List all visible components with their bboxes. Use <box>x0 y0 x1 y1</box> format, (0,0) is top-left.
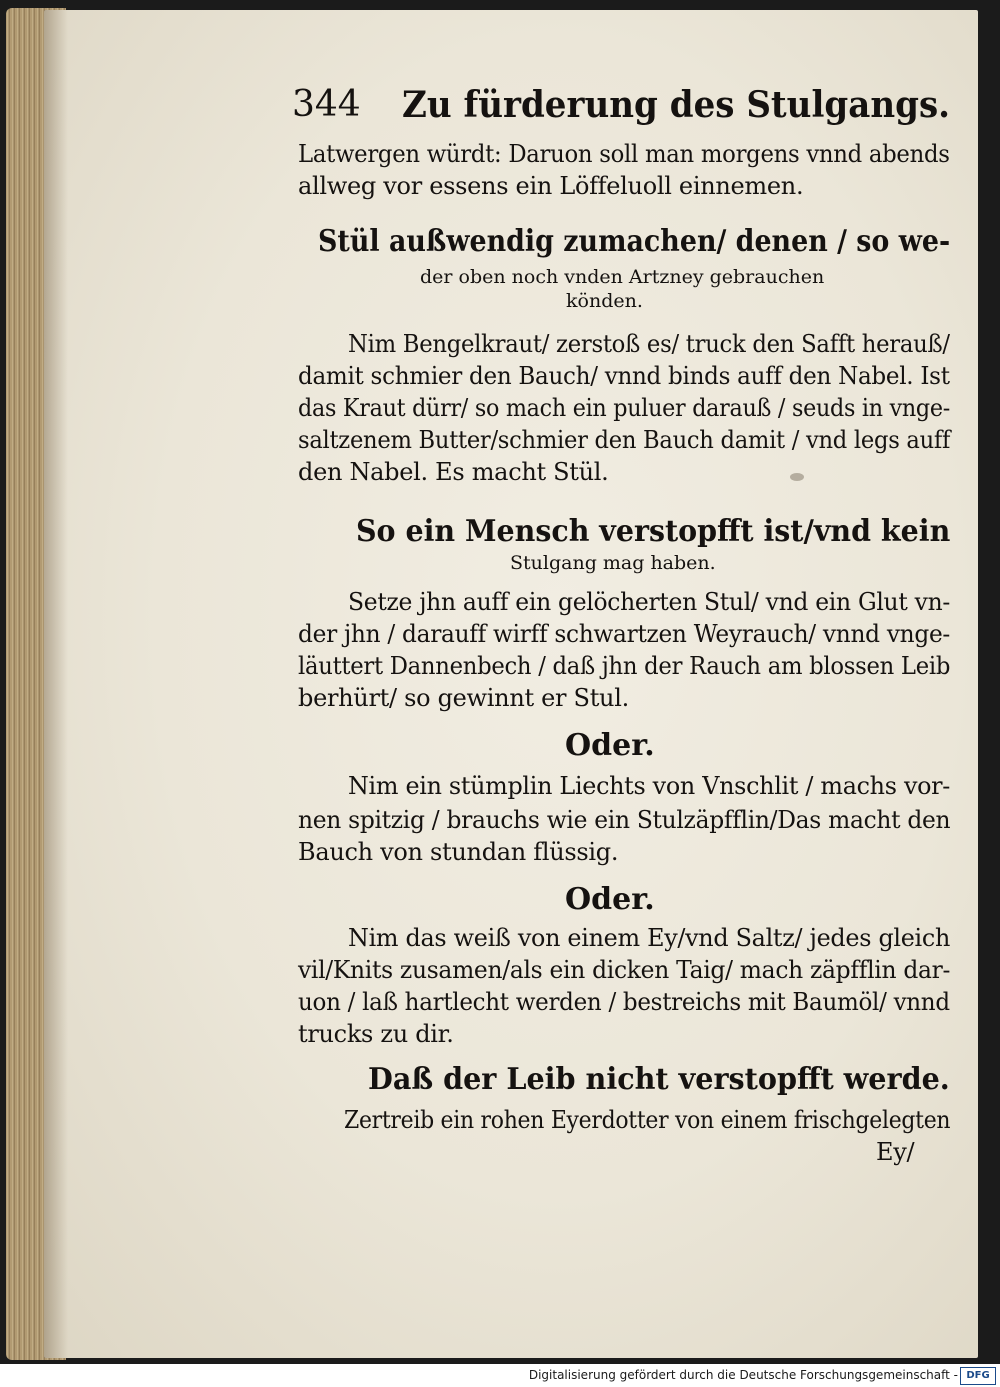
text-line: saltzenem Butter/schmier den Bauch damit / vnd legs auff <box>298 426 951 454</box>
text-line: Nim ein stümplin Liechts von Vnschlit / machs vor- <box>348 772 951 800</box>
text-line: das Kraut dürr/ so mach ein puluer darauß / seuds in vnge- <box>298 394 951 422</box>
section-subheading: könden. <box>566 290 643 312</box>
text-line: damit schmier den Bauch/ vnnd binds auff den Nabel. Ist <box>298 362 950 390</box>
text-line: berhürt/ so gewinnt er Stul. <box>298 684 629 712</box>
text-line: Bauch von stundan flüssig. <box>298 838 619 866</box>
section-heading: Daß der Leib nicht verstopfft werde. <box>368 1062 950 1097</box>
section-heading: So ein Mensch verstopfft ist/vnd kein <box>356 514 951 549</box>
text-line: uon / laß hartlecht werden / bestreichs mit Baumöl/ vnnd <box>298 988 950 1016</box>
ink-smudge <box>790 473 804 481</box>
text-line: der jhn / darauff wirff schwartzen Weyrauch/ vnnd vnge- <box>298 620 951 648</box>
gutter-shadow <box>44 10 68 1358</box>
text-line: Setze jhn auff ein gelöcherten Stul/ vnd ein Glut vn- <box>348 588 950 616</box>
funding-credit: Digitalisierung gefördert durch die Deutsche Forschungsgemeinschaft - <box>528 1368 958 1382</box>
section-heading: Oder. <box>565 882 655 917</box>
text-line: den Nabel. Es macht Stül. <box>298 458 609 486</box>
section-heading: Oder. <box>565 728 655 763</box>
page-number: 344 <box>292 84 361 125</box>
text-line: läuttert Dannenbech / daß jhn der Rauch am blossen Leib <box>298 652 951 680</box>
text-line: allweg vor essens ein Löffeluoll einnemen. <box>298 172 804 200</box>
text-line: trucks zu dir. <box>298 1020 454 1048</box>
text-line: nen spitzig / brauchs wie ein Stulzäpfflin/Das macht den <box>298 806 951 834</box>
section-subheading: Stulgang mag haben. <box>510 552 716 574</box>
running-title: Zu fürderung des Stulgangs. <box>402 84 951 126</box>
text-line: Latwergen würdt: Daruon soll man morgens vnnd abends <box>298 140 950 168</box>
section-heading: Stül außwendig zumachen/ denen / so we- <box>318 224 951 259</box>
dfg-logo: DFG <box>960 1367 996 1385</box>
text-line: Zertreib ein rohen Eyerdotter von einem frischgelegten <box>344 1106 951 1134</box>
section-subheading: der oben noch vnden Artzney gebrauchen <box>420 266 825 288</box>
text-line: vil/Knits zusamen/als ein dicken Taig/ mach zäpfflin dar- <box>298 956 951 984</box>
footer-bar <box>0 1364 1000 1387</box>
page-header <box>292 84 951 134</box>
catchword: Ey/ <box>876 1138 915 1166</box>
text-line: Nim Bengelkraut/ zerstoß es/ truck den Safft herauß/ <box>348 330 950 358</box>
text-line: Nim das weiß von einem Ey/vnd Saltz/ jedes gleich <box>348 924 951 952</box>
